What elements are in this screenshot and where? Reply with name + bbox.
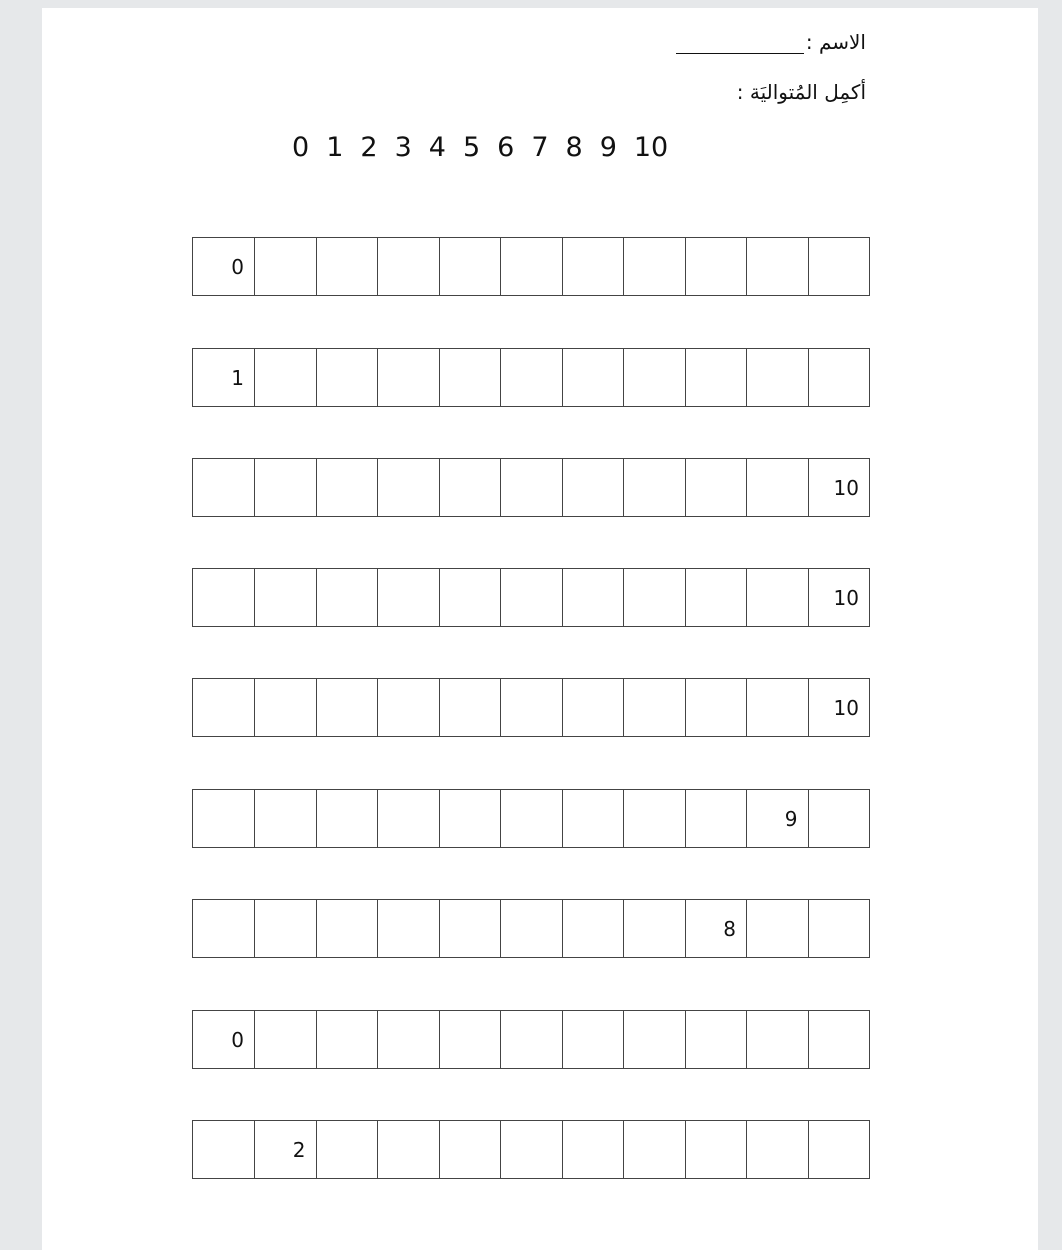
grid-cell[interactable]: [686, 1121, 748, 1178]
grid-cell[interactable]: [501, 900, 563, 957]
sequence-number: 7: [531, 132, 549, 163]
grid-cell[interactable]: [563, 238, 625, 295]
sequence-number: 4: [428, 132, 446, 163]
grid-cell[interactable]: [440, 569, 502, 626]
grid-cell[interactable]: [501, 790, 563, 847]
grid-cell: 10: [809, 569, 871, 626]
sequence-number: 6: [497, 132, 515, 163]
grid-cell[interactable]: [440, 459, 502, 516]
grid-cell[interactable]: [193, 569, 255, 626]
grid-cell[interactable]: [378, 1121, 440, 1178]
grid-cell[interactable]: [440, 1121, 502, 1178]
grid-cell[interactable]: [378, 349, 440, 406]
grid-cell[interactable]: [378, 569, 440, 626]
sequence-number: 9: [599, 132, 617, 163]
grid-cell[interactable]: [563, 900, 625, 957]
grid-cell[interactable]: [378, 679, 440, 736]
grid-cell[interactable]: [255, 679, 317, 736]
grid-cell[interactable]: [193, 900, 255, 957]
grid-cell[interactable]: [563, 569, 625, 626]
sequence-number: 2: [360, 132, 378, 163]
grid-cell[interactable]: [686, 679, 748, 736]
grid-cell[interactable]: [809, 238, 871, 295]
grid-cell[interactable]: [317, 569, 379, 626]
grid-cell[interactable]: [440, 790, 502, 847]
grid-cell[interactable]: [624, 1011, 686, 1068]
grid-cell[interactable]: [686, 349, 748, 406]
sequence-row: [192, 348, 870, 407]
grid-cell: 0: [193, 1011, 255, 1068]
grid-cell[interactable]: [193, 679, 255, 736]
grid-cell[interactable]: [686, 790, 748, 847]
sequence-row: [192, 458, 870, 517]
grid-cell: 9: [747, 790, 809, 847]
grid-cell[interactable]: [686, 1011, 748, 1068]
grid-cell: 8: [686, 900, 748, 957]
grid-cell[interactable]: [255, 238, 317, 295]
grid-cell[interactable]: [255, 900, 317, 957]
grid-cell[interactable]: [440, 679, 502, 736]
sequence-number: 1: [326, 132, 344, 163]
grid-cell: 1: [193, 349, 255, 406]
sequence-number: 5: [462, 132, 481, 163]
grid-cell[interactable]: [686, 238, 748, 295]
grid-cell[interactable]: [809, 349, 871, 406]
grid-cell[interactable]: [563, 459, 625, 516]
grid-cell[interactable]: [440, 900, 502, 957]
grid-cell[interactable]: [747, 569, 809, 626]
grid-cell[interactable]: [317, 900, 379, 957]
sequence-row: [192, 678, 870, 737]
sequence-row: [192, 899, 870, 958]
sequence-number: 0: [292, 132, 310, 163]
grid-cell: 0: [193, 238, 255, 295]
grid-cell[interactable]: [563, 679, 625, 736]
grid-cell[interactable]: [624, 790, 686, 847]
grid-cell[interactable]: [809, 790, 871, 847]
grid-cell[interactable]: [501, 459, 563, 516]
grid-cell[interactable]: [317, 459, 379, 516]
grid-cell[interactable]: [809, 900, 871, 957]
grid-cell[interactable]: [317, 1011, 379, 1068]
grid-cell[interactable]: [501, 1011, 563, 1068]
grid-cell[interactable]: [624, 679, 686, 736]
grid-cell[interactable]: [255, 569, 317, 626]
grid-cell[interactable]: [317, 238, 379, 295]
grid-cell[interactable]: [686, 459, 748, 516]
grid-cell[interactable]: [624, 1121, 686, 1178]
grid-cell[interactable]: [747, 459, 809, 516]
grid-cell[interactable]: [809, 1121, 871, 1178]
sequence-row: [192, 568, 870, 627]
grid-cell[interactable]: [747, 1011, 809, 1068]
grid-cell[interactable]: [193, 459, 255, 516]
grid-cell[interactable]: [255, 349, 317, 406]
grid-cell[interactable]: [440, 349, 502, 406]
grid-cell: 2: [255, 1121, 317, 1178]
grid-cell[interactable]: [378, 900, 440, 957]
grid-cell[interactable]: [686, 569, 748, 626]
grid-cell[interactable]: [378, 238, 440, 295]
name-field: [676, 30, 866, 54]
grid-cell[interactable]: [440, 1011, 502, 1068]
grid-cell[interactable]: [747, 1121, 809, 1178]
grid-cell[interactable]: [747, 238, 809, 295]
grid-cell[interactable]: [501, 238, 563, 295]
grid-cell[interactable]: [193, 790, 255, 847]
grid-cell[interactable]: [317, 1121, 379, 1178]
grid-cell[interactable]: [563, 349, 625, 406]
grid-cell[interactable]: [193, 1121, 255, 1178]
grid-cell[interactable]: [317, 790, 379, 847]
grid-cell[interactable]: [501, 569, 563, 626]
grid-cell[interactable]: [747, 679, 809, 736]
grid-cell[interactable]: [563, 1121, 625, 1178]
grid-cell: 10: [809, 459, 871, 516]
worksheet-page: [42, 8, 1038, 1250]
grid-cell[interactable]: [809, 1011, 871, 1068]
grid-cell[interactable]: [255, 459, 317, 516]
grid-cell[interactable]: [501, 679, 563, 736]
sequence-number: 3: [394, 132, 412, 163]
sequence-number: 10: [633, 132, 669, 163]
name-label: الاسم :: [805, 30, 866, 54]
grid-cell[interactable]: [501, 349, 563, 406]
grid-cell[interactable]: [624, 349, 686, 406]
grid-cell: 10: [809, 679, 871, 736]
grid-cell[interactable]: [747, 349, 809, 406]
grid-cell[interactable]: [317, 349, 379, 406]
instruction-text: أكمِل المُتواليَة :: [736, 80, 866, 104]
grid-cell[interactable]: [378, 1011, 440, 1068]
name-blank-line[interactable]: [676, 31, 804, 54]
grid-cell[interactable]: [440, 238, 502, 295]
grid-cell[interactable]: [747, 900, 809, 957]
grid-cell[interactable]: [624, 238, 686, 295]
grid-cell[interactable]: [563, 790, 625, 847]
sequence-row: [192, 237, 870, 296]
number-sequence: [292, 132, 685, 163]
grid-cell[interactable]: [624, 569, 686, 626]
grid-cell[interactable]: [378, 459, 440, 516]
sequence-number: 8: [565, 132, 583, 163]
grid-cell[interactable]: [317, 679, 379, 736]
grid-cell[interactable]: [255, 790, 317, 847]
grid-cell[interactable]: [624, 459, 686, 516]
grid-cell[interactable]: [624, 900, 686, 957]
grid-cell[interactable]: [501, 1121, 563, 1178]
grid-cell[interactable]: [255, 1011, 317, 1068]
sequence-row: [192, 1120, 870, 1179]
grid-cell[interactable]: [563, 1011, 625, 1068]
sequence-row: [192, 1010, 870, 1069]
grid-cell[interactable]: [378, 790, 440, 847]
sequence-row: [192, 789, 870, 848]
